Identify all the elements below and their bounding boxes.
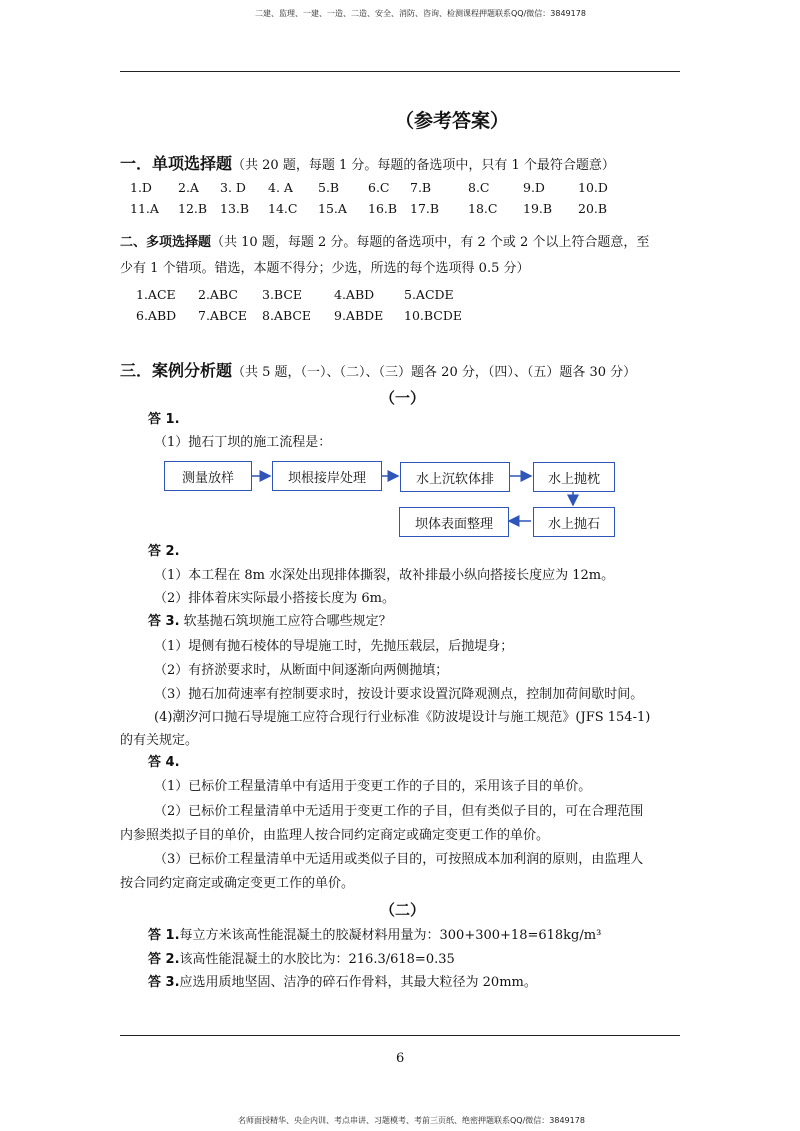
answer-item: 7.B	[410, 180, 432, 195]
case2-a1-text: 每立方米该高性能混凝土的胶凝材料用量为：300+300+18=618kg/m³	[179, 928, 602, 943]
header-promo: 二建、监理、一建、一造、二造、安全、消防、咨询、检测课程押题联系QQ/微信：3849178	[255, 9, 586, 18]
case2-a3-line	[148, 972, 537, 994]
answer-item: 10.BCDE	[404, 308, 463, 323]
answer-item: 15.A	[318, 201, 347, 216]
answer-item: 20.B	[578, 201, 608, 216]
case1-a3-question: 软基抛石筑坝施工应符合哪些规定？	[183, 614, 392, 629]
case1-a3-line1: （1）堤侧有抛石棱体的导堤施工时，先抛压载层，后抛堤身；	[154, 639, 514, 654]
answer-item: 10.D	[578, 180, 608, 195]
case1-a4-line4: （3）已标价工程量清单中无适用或类似子目的，可按照成本加利润的原则，由监理人	[154, 852, 644, 867]
answer-item: 14.C	[268, 201, 298, 216]
answer-item: 13.B	[220, 201, 250, 216]
answer-item: 19.B	[523, 201, 553, 216]
answer-item: 2.A	[178, 180, 199, 195]
flow-step-throw-pillow: 水上抛枕	[533, 462, 615, 492]
case2-label: （二）	[380, 901, 426, 919]
case1-a2-label: 答 2.	[148, 544, 180, 559]
case2-a1-label: 答 1.	[148, 928, 180, 943]
case1-a3-line4: (4)潮汐河口抛石导堤施工应符合现行行业标准《防波堤设计与施工规范》(JFS 154-1)	[154, 710, 651, 725]
section3-note: （共 5 题，（一）、（二）、（三）题各 20 分，（四）、（五）题各 30 分）	[232, 365, 637, 380]
answer-item: 7.ABCE	[198, 308, 248, 323]
answer-item: 3. D	[220, 180, 246, 195]
section2-note-line1: （共 10 题，每题 2 分。每题的备选项中，有 2 个或 2 个以上符合题意，至	[211, 235, 650, 250]
section1-note: （共 20 题，每题 1 分。每题的备选项中，只有 1 个最符合题意）	[232, 158, 615, 173]
answer-item: 1.ACE	[136, 287, 176, 302]
case2-a3-text: 应选用质地坚固、洁净的碎石作骨料，其最大粒径为 20mm。	[179, 975, 537, 990]
case1-a3-line	[148, 611, 392, 633]
section3-heading: 三．案例分析题	[120, 361, 233, 380]
answer-item: 6.ABD	[136, 308, 177, 323]
case1-a4-label: 答 4.	[148, 755, 180, 770]
case1-a1-intro: （1）抛石丁坝的施工流程是：	[154, 435, 332, 450]
answer-item: 4. A	[268, 180, 293, 195]
flow-step-bank-connection: 坝根接岸处理	[272, 461, 382, 491]
case2-a2-line	[148, 949, 455, 971]
case1-a4-line2: （2）已标价工程量清单中无适用于变更工作的子目，但有类似子目的，可在合理范围	[154, 804, 644, 819]
answer-item: 17.B	[410, 201, 440, 216]
flow-step-sink-mattress: 水上沉软体排	[400, 462, 510, 492]
case1-a3-line3: （3）抛石加荷速率有控制要求时，按设计要求设置沉降观测点，控制加荷间歇时间。	[154, 687, 644, 702]
flow-step-throw-stone: 水上抛石	[533, 507, 615, 537]
answer-item: 4.ABD	[334, 287, 375, 302]
answer-item: 1.D	[130, 180, 152, 195]
case2-a1-line	[148, 925, 601, 947]
page-title: （参考答案）	[395, 110, 510, 132]
answer-item: 11.A	[130, 201, 159, 216]
section2-note-line2: 少有 1 个错项。错选，本题不得分；少选，所选的每个选项得 0.5 分）	[120, 261, 530, 276]
section2-heading: 二、多项选择题	[120, 235, 212, 250]
answer-item: 16.B	[368, 201, 398, 216]
flow-step-survey: 测量放样	[164, 461, 252, 491]
answer-item: 12.B	[178, 201, 208, 216]
case1-label: （一）	[380, 389, 426, 407]
case1-a4-line5: 按合同约定商定或确定变更工作的单价。	[120, 876, 355, 891]
case1-a2-line2: （2）排体着床实际最小搭接长度为 6m。	[154, 591, 396, 606]
footer-rule	[120, 1035, 680, 1036]
answer-item: 8.C	[468, 180, 490, 195]
section1-heading: 一．单项选择题	[120, 154, 233, 173]
case2-a2-label: 答 2.	[148, 952, 180, 967]
flow-step-surface-finishing: 坝体表面整理	[399, 507, 509, 537]
answer-item: 2.ABC	[198, 287, 238, 302]
footer-promo: 名师面授精华、央企内训、考点串讲、习题模考、考前三页纸、绝密押题联系QQ/微信：3849178	[238, 1116, 585, 1125]
page-number: 6	[396, 1051, 405, 1066]
case1-a2-line1: （1）本工程在 8m 水深处出现排体撕裂，故补排最小纵向搭接长度应为 12m。	[154, 568, 615, 583]
case1-a1-label: 答 1.	[148, 412, 180, 427]
answer-item: 9.D	[523, 180, 545, 195]
case1-a3-line2: （2）有挤淤要求时，从断面中间逐渐向两侧抛填；	[154, 663, 449, 678]
case1-a3-label: 答 3.	[148, 614, 180, 629]
case1-a4-line3: 内参照类拟子目的单价，由监理人按合同约定商定或确定变更工作的单价。	[120, 828, 550, 843]
answer-item: 6.C	[368, 180, 390, 195]
case1-a3-line5: 的有关规定。	[120, 733, 199, 748]
answer-item: 3.BCE	[262, 287, 303, 302]
answer-item: 5.B	[318, 180, 340, 195]
answer-item: 9.ABDE	[334, 308, 384, 323]
case2-a2-text: 该高性能混凝土的水胶比为：216.3/618=0.35	[179, 952, 455, 967]
answer-item: 8.ABCE	[262, 308, 312, 323]
case1-a4-line1: （1）已标价工程量清单中有适用于变更工作的子目的，采用该子目的单价。	[154, 779, 592, 794]
answer-item: 18.C	[468, 201, 498, 216]
answer-item: 5.ACDE	[404, 287, 454, 302]
case2-a3-label: 答 3.	[148, 975, 180, 990]
